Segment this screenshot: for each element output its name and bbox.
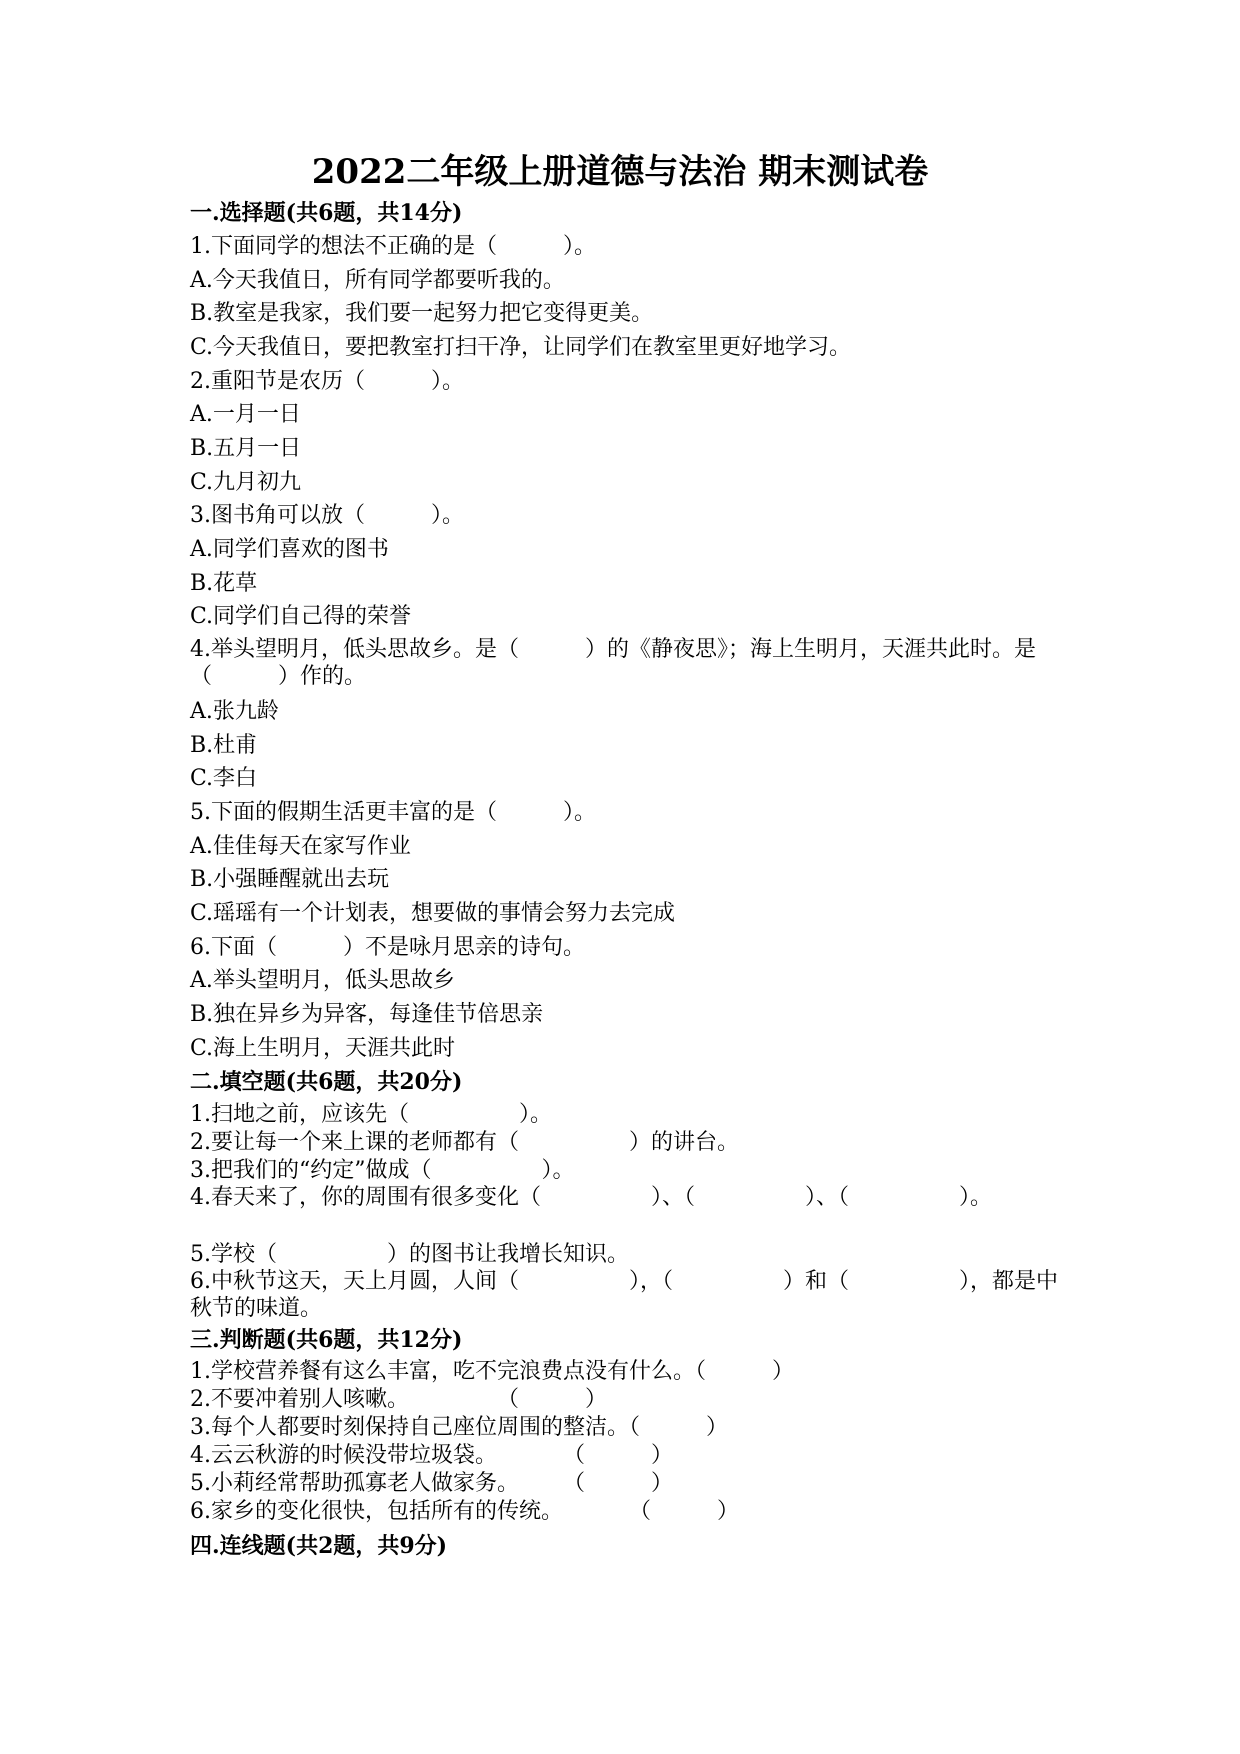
choice-q6-option-c: C.海上生明月，天涯共此时 (190, 1036, 456, 1061)
fill-q5: 5.学校（ ）的图书让我增长知识。 (190, 1242, 629, 1267)
choice-q1-option-c: C.今天我值日，要把教室打扫干净，让同学们在教室里更好地学习。 (190, 335, 852, 360)
choice-q5-stem: 5.下面的假期生活更丰富的是（ ）。 (190, 800, 596, 825)
choice-q2-option-b: B.五月一日 (190, 436, 302, 461)
fill-q6: 6.中秋节这天，天上月圆，人间（ ），（ ）和（ ），都是中秋节的味道。 (190, 1269, 1058, 1321)
fill-q1: 1.扫地之前，应该先（ ）。 (190, 1102, 552, 1127)
section-heading-choice: 一.选择题(共6题，共14分) (190, 200, 463, 226)
choice-q4-option-a: A.张九龄 (190, 699, 279, 724)
choice-q3-stem: 3.图书角可以放（ ）。 (190, 503, 464, 528)
fill-q3: 3.把我们的“约定”做成（ ）。 (190, 1158, 575, 1183)
choice-q5-option-c: C.瑶瑶有一个计划表，想要做的事情会努力去完成 (190, 901, 676, 926)
section-heading-true-false: 三.判断题(共6题，共12分) (190, 1327, 463, 1353)
choice-q6-stem: 6.下面（ ）不是咏月思亲的诗句。 (190, 935, 585, 960)
exam-title: 2022二年级上册道德与法治 期末测试卷 (311, 152, 929, 192)
fill-q4: 4.春天来了，你的周围有很多变化（ ）、（ ）、（ ）。 (190, 1185, 992, 1210)
choice-q5-option-b: B.小强睡醒就出去玩 (190, 867, 390, 892)
choice-q3-option-b: B.花草 (190, 571, 258, 596)
choice-q2-stem: 2.重阳节是农历（ ）。 (190, 369, 464, 394)
true-false-q6: 6.家乡的变化很快，包括所有的传统。 （ ） (190, 1499, 739, 1524)
choice-q6-option-b: B.独在异乡为异客，每逢佳节倍思亲 (190, 1002, 544, 1027)
fill-q2: 2.要让每一个来上课的老师都有（ ）的讲台。 (190, 1130, 739, 1155)
choice-q4-option-c: C.李白 (190, 766, 258, 791)
true-false-q5: 5.小莉经常帮助孤寡老人做家务。 （ ） (190, 1471, 673, 1496)
choice-q3-option-a: A.同学们喜欢的图书 (190, 537, 389, 562)
choice-q4-stem: 4.举头望明月，低头思故乡。是（ ）的《静夜思》；海上生明月，天涯共此时。是（ ）作的。 (190, 637, 1036, 689)
section-heading-matching: 四.连线题(共2题，共9分) (190, 1533, 448, 1559)
choice-q3-option-c: C.同学们自己得的荣誉 (190, 604, 412, 629)
true-false-q2: 2.不要冲着别人咳嗽。 （ ） (190, 1387, 607, 1412)
true-false-q3: 3.每个人都要时刻保持自己座位周围的整洁。（ ） (190, 1415, 728, 1440)
choice-q6-option-a: A.举头望明月，低头思故乡 (190, 968, 455, 993)
choice-q1-stem: 1.下面同学的想法不正确的是（ ）。 (190, 234, 596, 259)
choice-q1-option-a: A.今天我值日，所有同学都要听我的。 (190, 268, 565, 293)
section-heading-fill-blank: 二.填空题(共6题，共20分) (190, 1069, 463, 1095)
choice-q5-option-a: A.佳佳每天在家写作业 (190, 834, 411, 859)
true-false-q4: 4.云云秋游的时候没带垃圾袋。 （ ） (190, 1443, 673, 1468)
choice-q2-option-c: C.九月初九 (190, 470, 302, 495)
choice-q1-option-b: B.教室是我家，我们要一起努力把它变得更美。 (190, 301, 654, 326)
true-false-q1: 1.学校营养餐有这么丰富，吃不完浪费点没有什么。（ ） (190, 1359, 794, 1384)
choice-q2-option-a: A.一月一日 (190, 402, 301, 427)
choice-q4-option-b: B.杜甫 (190, 733, 258, 758)
